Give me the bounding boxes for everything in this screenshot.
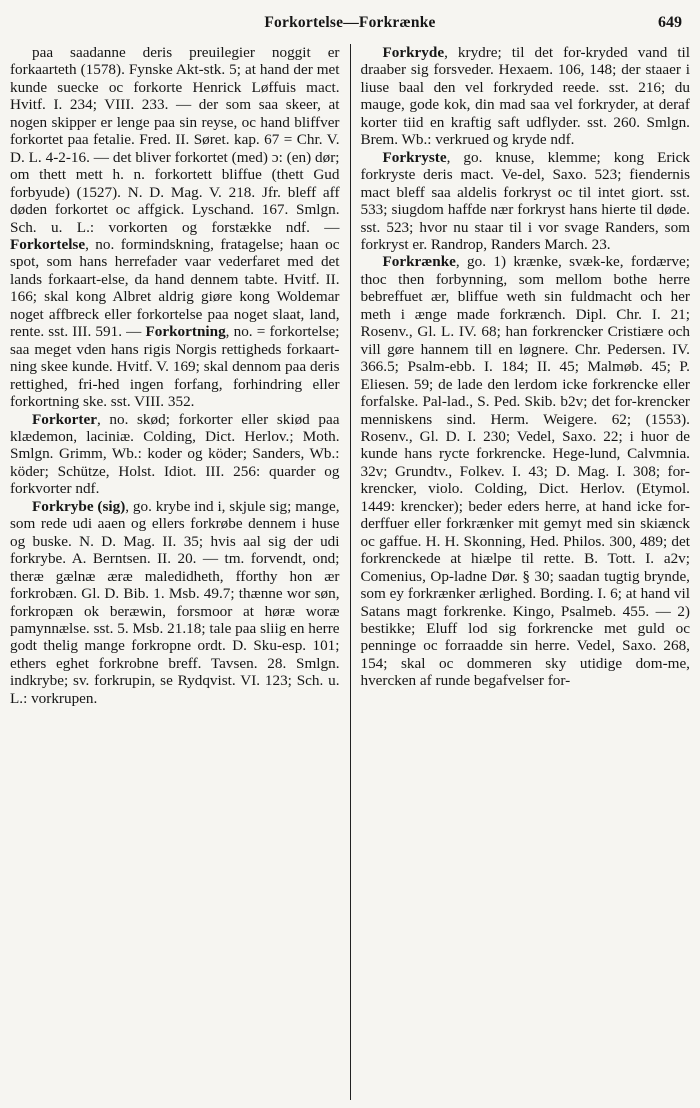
left-column <box>10 44 350 1104</box>
headword: Forkorter <box>32 410 97 428</box>
entry-text: , no. = forkortelse; saa meget vden hans rigis Norgis rettigheds forkaart-ning skee kunde. Hvitf. V. 169; skal dennom paa deris rettighed, fri-hed ingen forfang, forhindring eller forkortning ske. sst. VIII. 352. <box>10 323 340 411</box>
headword: Forkortning <box>145 323 226 341</box>
headword: Forkryde <box>382 44 445 61</box>
entry-text: , go. 1) krænke, svæk-ke, fordærve; thoc then forbynning, som mellom bothe herre bebreffuet ær, bliffue weth sin fuldmacht och her meth i ænge made forkrænch. Dipl. Chr. I. 21; Rosenv., Gl. L. IV. 68; han forkrencker Cristiære och vill gøre hannem till en løgnere. Chr. Pedersen. IV. 366.5; Psalm-ebb. I. 184; II. 45; Malmøb. 45; P. Eliesen. 59; de lade den lerdom icke forkrencke eller forfalske. Pal-lad., S. Ped. Skib. b2v; det for-krencker menniskens sind. Herm. Weigere. 62; (1553). Rosenv., Gl. D. I. 230; Vedel, Saxo. 22; i huor de kunde hans rycte forkrencke. Hege-lund, Calvmnia. 32v; Grundtv., Folkev. I. 43; D. Mag. I. 308; for-krencker, violo. Colding, Dict. Herlov. (Etymol. 1449: krencker); beder eders herre, at hand icke for-derffuer eller forkrænker mit gemyt med sin skiænck oc gaffue. H. H. Skonning, Hed. Philos. 300, 489; det forkrenckede at hiælpe til rette. B. Tott. I. a2v; Comenius, Op-ladne Dør. § 30; saadan tugtig brynde, som ey forkrænker ærlighed. Bording. I. 6; at hand vil Satans magt forkrenke. Kingo, Psalmeb. 455. — 2) bestikke; Eluff lod sig forkrencke met guld oc penninge oc forraadde sin herre. Vedel, Saxo. 268, 154; skal oc dommeren sky utidige dom-me, hvercken af runde begafvelser for- <box>360 253 690 690</box>
right-column-entry <box>360 149 690 254</box>
entry-text: , no. formindskning, fratagelse; haan oc spot, som hans herrefader vaar vederfaret med det lands forkaart-else, da hand dennem tabte. Hvitf. II. 166; skal kong Albret aldrig giøre kong Woldemar noget affbreck eller forkortelse paa noget slaat, land, rente. sst. III. 591. — <box>10 235 340 341</box>
entry-text: , krydre; til det for-kryded vand til draaber sig forsveder. Hexaem. 106, 148; der staaer i liuse baal den vel forkryded reede. sst. 216; du mauge, gode kok, din mad saa vel forkryder, at deraf korter tiid en kraftig saft udflyder. sst. 260. Smlgn. Brem. Wb.: verkrued og kryde ndf. <box>360 44 690 149</box>
page-number: 649 <box>658 14 682 31</box>
left-column-entry <box>10 411 340 498</box>
right-column-entry <box>360 44 690 149</box>
entry-text: , go. knuse, klemme; kong Erick forkryste deris mact. Ve-del, Saxo. 523; fiendernis mact bleff saa aldelis forkryst oc til intet giort. sst. 533; siugdom haffde nær forkryst hans hierte til døde. sst. 523; hvor nu staar til i vor svage Randers, som forkryst er. Randrop, Randers March. 23. <box>360 148 690 253</box>
headword: Forkryste <box>382 148 447 166</box>
running-head: Forkortelse—Forkrænke <box>264 14 436 31</box>
headword: Forkrænke <box>382 253 456 271</box>
left-column-entry <box>10 44 340 411</box>
entry-text: , go. krybe ind i, skjule sig; mange, som rede udi aaen og ellers forkrøbe dennem i huse og buske. N. D. Mag. II. 35; hvis aal sig der udi forkrybe. A. Berntsen. II. 20. — tm. forvendt, ond; theræ gælnæ æræ maledidheth, fforthy hon ær forkrobæn. Gl. D. Bib. 1. Msb. 49.7; thænne wor søn, forkropæn ok beræwin, forsmoor at høræ woræ pamynnælse. sst. 5. Msb. 21.18; tale paa sliig en herre godt thelig mange forkropne ordt. D. Sku-esp. 101; ethers eghet forkrobne breff. Tavsen. 28. Smlgn. indkrybe; sv. forkrupin, se Rydqvist. VI. 123; Sch. u. L.: vorkrupen. <box>10 497 340 707</box>
right-column-entry <box>360 253 690 689</box>
entry-text: paa saadanne deris preuilegier noggit er forkaarteth (1578). Fynske Akt-stk. 5; at hand der met kunde suecke oc forkorte Henrick Løffuis mact. Hvitf. I. 234; VIII. 233. — der som saa skeer, at nogen skipper er lenge paa sin reyse, oc hand bliffver forkortet paa fetalie. Fred. II. Søret. kap. 67 = Chr. V. D. L. 4-2-16. — det bliver forkortet (med) ɔ: (en) dør; om thett mett h. n. forkortett bliffue (thett Gud forbyude) (1527). N. D. Mag. V. 218. Jfr. bleff aff døden forkortet oc affgick. Lyschand. 167. Smlgn. Sch. u. L.: vorkorten og forstække ndf. — <box>10 44 340 236</box>
headword: Forkortelse <box>10 235 86 253</box>
headword: Forkrybe (sig) <box>32 497 126 515</box>
entry-text: , no. skød; forkorter eller skiød paa klædemon, laciniæ. Colding, Dict. Herlov.; Moth. Smlgn. Grimm, Wb.: koder og köder; Sanders, Wb.: köder; Schütze, Holst. Idiot. III. 256: quarder og forkvorter ndf. <box>10 410 340 498</box>
page-header <box>10 8 690 44</box>
left-column-entry <box>10 498 340 707</box>
right-column <box>350 44 690 1104</box>
two-column-body <box>10 44 690 1104</box>
